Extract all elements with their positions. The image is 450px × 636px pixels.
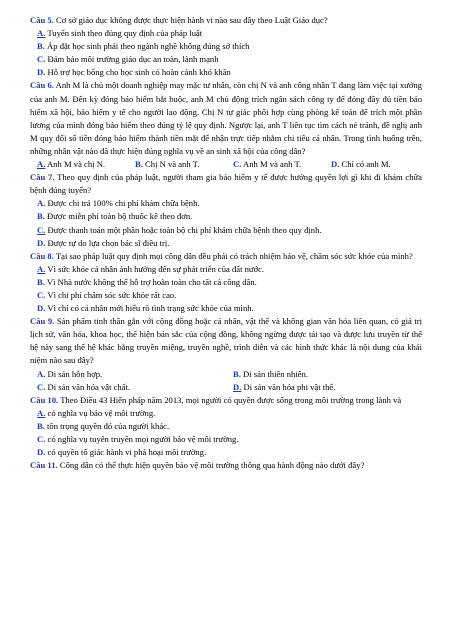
options-row [30,368,422,381]
question-6 [30,79,422,158]
question-8 [30,250,422,263]
option-a: A. Tuyển sinh theo đúng quy định của pháp luật [37,28,203,39]
question-number: Câu 10. [30,394,59,405]
option-b: B. Áp đặt học sinh phải theo ngành nghề không đúng sở thích [37,41,250,52]
question-10 [30,394,422,407]
question-text: Anh M là chủ một doanh nghiệp may mặc tư nhân, còn chị N và anh công nhân T đang làm việc tại xưởng của anh M. Đến kỳ đóng bảo hiểm bắt buộc, anh M chủ động trích ngân sách công ty để đóng đầy đủ tiền bảo hiểm xã hội, bảo hiểm y tế cho người lao động. Chị N tự giác phối hợp cùng phòng kế toán để trích một phần lương của mình đóng bảo hiểm theo đúng tỷ lệ quy định. Ngược lại, anh T liên tục tìm cách né tránh, đề nghị anh M quy đổi số tiền đóng bảo hiểm thành tiền mặt để nhận trực tiếp nhằm chi tiêu cá nhân. Trong tình huống trên, những nhân vật nào đã thực hiện đúng nghĩa vụ về an sinh xã hội của công dân? [30,80,422,156]
option-d: D. Được tự do lựa chọn bác sĩ điều trị. [37,237,170,248]
question-number: Câu 11. [30,460,58,471]
option-d: D. Hỗ trợ học bổng cho học sinh có hoàn cảnh khó khăn [37,67,231,78]
question-5 [30,14,422,27]
question-text: Sản phẩm tinh thần gắn với cộng đồng hoặc cá nhân, vật thể và không gian văn hóa liên quan, có giá trị lịch sử, văn hóa, khoa học, thể hiện bản sắc của cộng đồng, không ngừng được tái tạo và được lưu truyền từ thế hệ này sang thế hệ khác bằng truyền miệng, truyền nghề, trình diễn và các hình thức khác là nội dung của khái niệm nào sau đây? [30,316,422,366]
question-11 [30,459,422,472]
question-7 [30,171,422,197]
option-c: C. Anh M và anh T. [233,159,302,170]
option-b: B. tôn trọng quyền đó của người khác. [37,420,170,431]
question-number: Câu 8. [30,250,54,261]
question-number: Câu 7. [30,172,55,183]
option-b: B. Di sản thiên nhiên. [233,368,308,379]
question-text: Cơ sở giáo dục không được thực hiện hành vi nào sau đây theo Luật Giáo dục? [56,15,328,25]
question-number: Câu 5. [30,15,54,25]
option-a: A. Di sản hỗn hợp. [37,368,103,379]
question-number: Câu 6. [30,80,54,91]
options-row [30,381,422,394]
option-c: C. Được thanh toán một phần hoặc toàn bộ chi phí khám chữa bệnh theo quy định. [37,224,322,235]
option-d: D. có quyền tố giác hành vi phá hoại môi trường. [37,447,207,458]
exam-content [30,14,422,472]
option-a: A. Được chi trả 100% chi phí khám chữa bệnh. [37,198,200,209]
option-c: C. Di sản văn hóa vật chất. [37,381,131,392]
option-d: D. Vì chỉ có cá nhân mới hiểu rõ tình trạng sức khỏe của mình. [37,303,254,314]
option-b: B. Được miễn phí toàn bộ thuốc kê theo đơn. [37,211,193,222]
option-a: A. Vì sức khỏe cá nhân ảnh hưởng đến sự phát triển của đất nước. [37,263,265,274]
options-row [30,158,422,171]
option-d: D. Di sản văn hóa phi vật thể. [233,381,336,392]
question-text: Công dân có thể thực hiện quyền bảo vệ môi trường thông qua hành động nào dưới đây? [59,460,365,471]
option-a: A. có nghĩa vụ bảo vệ môi trường. [37,407,156,418]
question-text: Tại sao pháp luật quy định mọi công dân đều phải có trách nhiệm bảo vệ, chăm sóc sức khỏe của mình? [55,250,413,261]
option-b: B. Vì Nhà nước không thể hỗ trợ hoàn toàn cho tất cả công dân. [37,276,257,287]
question-9 [30,315,422,367]
option-d: D. Chỉ có anh M. [331,159,391,170]
option-b: B. Chị N và anh T. [135,159,200,170]
question-number: Câu 9. [30,316,55,327]
option-c: C. Đảm bảo môi trường giáo dục an toàn, lành mạnh [37,54,219,65]
option-c: C. Vì chi phí chăm sóc sức khỏe rất cao. [37,289,177,300]
option-c: C. có nghĩa vụ tuyên truyền mọi người bảo vệ môi trường. [37,434,239,444]
question-text: Theo Điều 43 Hiến pháp năm 2013, mọi người có quyền được sống trong môi trường trong lành và [60,394,402,405]
question-text: Theo quy định của pháp luật, người tham gia bảo hiểm y tế được hưởng quyền lợi gì khi đi khám chữa bệnh đúng tuyến? [30,172,422,196]
option-a: A. Anh M và chị N. [37,159,106,170]
